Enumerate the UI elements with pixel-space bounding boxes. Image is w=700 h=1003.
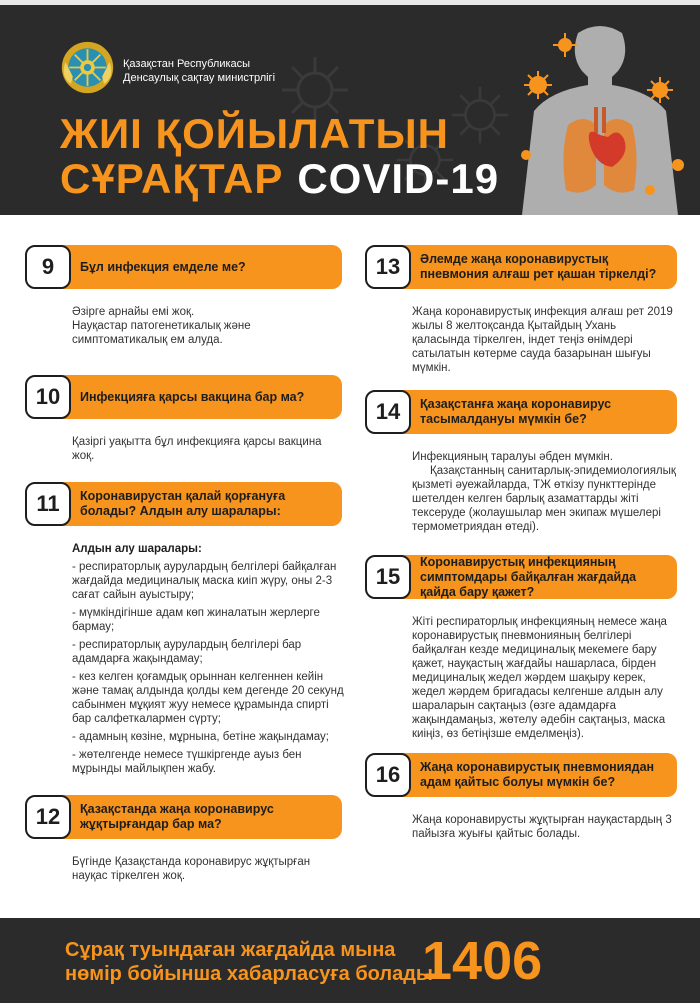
- answer-list-item: - адамның көзіне, мұрнына, бетіне жақындамау;: [72, 731, 329, 743]
- answer-list-item: - респираторлық аурулардың белгілері бар адамдарға жақындамау;: [72, 639, 302, 665]
- question-text: Әлемде жаңа коронавирустық пневмония алғаш рет қашан тіркелді?: [420, 252, 657, 281]
- footer: [0, 918, 700, 1003]
- answer-text: [412, 615, 682, 741]
- footer-line-2: нөмір бойынша хабарласуға болады: [65, 963, 433, 985]
- question-text: Қазақстанға жаңа коронавирус тасымалдануы мүмкін бе?: [420, 397, 612, 426]
- answer-text: [412, 305, 677, 375]
- page-title-line-1: ЖИІ ҚОЙЫЛАТЫН: [60, 110, 449, 157]
- ministry-name: [123, 57, 275, 85]
- header: [0, 0, 700, 215]
- page-title-line-2: [60, 155, 499, 203]
- answer-text: [412, 813, 677, 841]
- answer-paragraph: Қазақстанның санитарлық-эпидемиологиялық қызметі әуежайларда, ТЖ өткізу пункттерінде шетелден келген барлық азаматтарды жіті тексеруде (жолаушылар мен экипаж мүшелері термометриядан өтеді).: [412, 465, 676, 533]
- answer-subtitle: Алдын алу шаралары:: [72, 543, 202, 555]
- answer-list-item: - кез келген қоғамдық орыннан келгеннен кейін және тамақ алдында қолды кем дегенде 20 секунд сабынмен мұқият жуу немесе құрамында спирті бар салфеткалармен сүрту;: [72, 671, 344, 725]
- answer-list-item: - мүмкіндігінше адам көп жиналатын жерлерге бармау;: [72, 607, 320, 633]
- question-text: Жаңа коронавирустық пневмониядан адам қайтыс болуы мүмкін бе?: [420, 760, 655, 789]
- footer-text: [65, 938, 433, 986]
- answer-paragraph: Науқастар патогенетикалық және симптоматикалық ем алуда.: [72, 320, 251, 346]
- question-number-badge: 15: [365, 555, 411, 599]
- ministry-line-1: Қазақстан Республикасы: [123, 58, 251, 70]
- question-text: Инфекцияға қарсы вакцина бар ма?: [80, 389, 305, 404]
- answer-list-item: - респираторлық аурулардың белгілері байқалған жағдайда медициналық маска киіп жүру, оны 2-3 сағат сайын ауыстыру;: [72, 561, 337, 601]
- question-text: Коронавирустық инфекцияның симптомдары байқалған жағдайда қайда бару қажет?: [420, 554, 637, 599]
- answer-text: [72, 542, 344, 780]
- question-number-badge: 14: [365, 390, 411, 434]
- kazakhstan-emblem-icon: [60, 40, 115, 95]
- ministry-line-2: Денсаулық сақтау министрлігі: [123, 72, 276, 84]
- question-text: Қазақстанда жаңа коронавирус жұқтырғандар бар ма?: [80, 802, 274, 831]
- answer-paragraph: Жіті респираторлық инфекцияның немесе жаңа коронавирустық пневмонияның белгілері байқалған кезде медициналық мекемеге бару қажет, науқастың жағдайы нашарласа, бірден медициналық жедел жәрдем шақыру керек, жедел жәрдем бригадасы келгенше алдын алу шараларын сақтаңыз (өзге адамдарға жақындамаңыз, жөтелу әдебін сақтаңыз, маска киіңіз, өз бетіңізше емделмеңіз).: [412, 616, 667, 740]
- answer-paragraph: Қазіргі уақытта бұл инфекцияға қарсы вакцина жоқ.: [72, 436, 322, 462]
- question-number-badge: 9: [25, 245, 71, 289]
- hotline-number[interactable]: 1406: [422, 931, 543, 991]
- answer-text: [412, 450, 677, 534]
- answer-text: [72, 305, 337, 347]
- answer-list-item: - жөтелгенде немесе түшкіргенде ауыз бен мұрынды майлықпен жабу.: [72, 749, 302, 775]
- question-number-badge: 10: [25, 375, 71, 419]
- answer-paragraph: Жаңа коронавирусты жұқтырған науқастардың 3 пайызға жуығы қайтыс болады.: [412, 814, 672, 840]
- question-number-badge: 11: [25, 482, 71, 526]
- question-number-badge: 13: [365, 245, 411, 289]
- answer-paragraph: Инфекцияның таралуы әбден мүмкін.: [412, 451, 613, 463]
- human-lungs-illustration-icon: [500, 15, 700, 215]
- answer-paragraph: Әзірге арнайы емі жоқ.: [72, 306, 195, 318]
- title-covid: COVID-19: [297, 155, 500, 202]
- footer-line-1: Сұрақ туындаған жағдайда мына: [65, 939, 396, 961]
- question-text: Коронавирустан қалай қорғануға болады? Алдын алу шаралары:: [80, 489, 286, 518]
- top-strip: [0, 0, 700, 5]
- answer-text: [72, 435, 337, 463]
- question-number-badge: 12: [25, 795, 71, 839]
- question-number-badge: 16: [365, 753, 411, 797]
- answer-paragraph: Жаңа коронавирустық инфекция алғаш рет 2019 жылы 8 желтоқсанда Қытайдың Ухань қаласында тіркелген, індет теңіз өнімдері сатылатын көтерме сауда базарынан шығуы мүмкін.: [412, 306, 673, 374]
- answer-text: [72, 855, 337, 883]
- title-questions: СҰРАҚТАР: [60, 155, 284, 202]
- answer-paragraph: Бүгінде Қазақстанда коронавирус жұқтырған науқас тіркелген жоқ.: [72, 856, 311, 882]
- question-text: Бұл инфекция емделе ме?: [80, 259, 246, 274]
